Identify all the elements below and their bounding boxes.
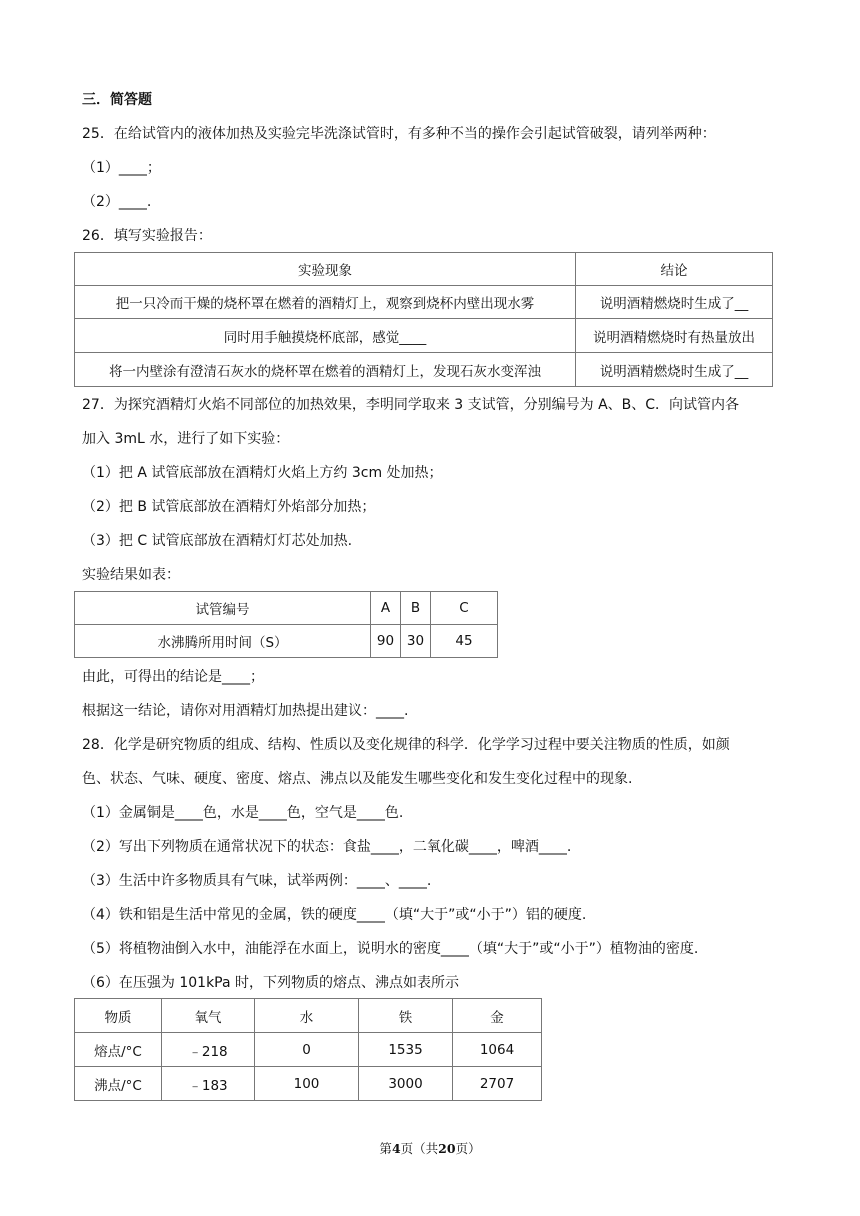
- q27-header-tube: 试管编号: [75, 592, 371, 625]
- q28-header-water: 水: [255, 999, 359, 1033]
- q28-part-2: （2）写出下列物质在通常状况下的状态：食盐____，二氧化碳____，啤酒____.: [82, 839, 572, 855]
- q26-row3-phenomenon: 将一内壁涂有澄清石灰水的烧杯罩在燃着的酒精灯上，发现石灰水变浑浊: [75, 353, 576, 387]
- q25-answer-1: （1）____；: [82, 160, 161, 176]
- q26-row2-phenomenon: 同时用手触摸烧杯底部，感觉____: [75, 319, 576, 353]
- q28-header-gold: 金: [453, 999, 542, 1033]
- q27-value-a: 90: [371, 625, 401, 658]
- q28-melting-water: 0: [255, 1033, 359, 1067]
- footer-total-pages: 20: [438, 1141, 456, 1156]
- q28-melting-iron: 1535: [359, 1033, 453, 1067]
- q27-value-c: 45: [431, 625, 498, 658]
- q27-step-2: （2）把 B 试管底部放在酒精灯外焰部分加热；: [82, 499, 376, 515]
- q28-header-iron: 铁: [359, 999, 453, 1033]
- q26-row1-conclusion: 说明酒精燃烧时生成了__: [576, 286, 773, 319]
- footer-page-number: 4: [391, 1141, 401, 1156]
- q27-header-a: A: [371, 592, 401, 625]
- q28-boiling-oxygen: ﹣183: [162, 1067, 255, 1101]
- q27-stem-line2: 加入 3mL 水，进行了如下实验：: [82, 431, 290, 447]
- q28-boiling-water: 100: [255, 1067, 359, 1101]
- q28-melting-label: 熔点/°C: [75, 1033, 162, 1067]
- q26-header-phenomenon: 实验现象: [75, 253, 576, 286]
- q28-part-3: （3）生活中许多物质具有气味，试举两例：____、____.: [82, 873, 432, 889]
- q27-header-b: B: [401, 592, 431, 625]
- q27-conclusion: 由此，可得出的结论是____；: [82, 669, 264, 685]
- q27-row-label: 水沸腾所用时间（S）: [75, 625, 371, 658]
- q25-stem: 25．在给试管内的液体加热及实验完毕洗涤试管时，有多种不当的操作会引起试管破裂，请列举两种：: [82, 126, 716, 142]
- q28-melting-boiling-table: [74, 998, 542, 1101]
- q27-step-3: （3）把 C 试管底部放在酒精灯灯芯处加热.: [82, 533, 353, 549]
- footer-prefix: 第: [379, 1141, 392, 1156]
- q28-boiling-label: 沸点/°C: [75, 1067, 162, 1101]
- q27-stem-line1: 27．为探究酒精灯火焰不同部位的加热效果，李明同学取来 3 支试管，分别编号为 A、B、C．向试管内各: [82, 397, 740, 413]
- q27-value-b: 30: [401, 625, 431, 658]
- q25-answer-2: （2）____.: [82, 194, 152, 210]
- section-title: 三．简答题: [82, 92, 152, 108]
- q28-stem-line2: 色、状态、气味、硬度、密度、熔点、沸点以及能发生哪些变化和发生变化过程中的现象.: [82, 771, 633, 787]
- page-footer: [0, 1139, 860, 1157]
- q26-report-table: [74, 252, 773, 387]
- q27-result-intro: 实验结果如表：: [82, 567, 180, 583]
- q28-melting-oxygen: ﹣218: [162, 1033, 255, 1067]
- q28-part-5: （5）将植物油倒入水中，油能浮在水面上，说明水的密度____（填“大于”或“小于”）植物油的密度.: [82, 941, 699, 957]
- q28-boiling-iron: 3000: [359, 1067, 453, 1101]
- q26-row3-conclusion: 说明酒精燃烧时生成了__: [576, 353, 773, 387]
- q26-row1-phenomenon: 把一只冷而干燥的烧杯罩在燃着的酒精灯上，观察到烧杯内壁出现水雾: [75, 286, 576, 319]
- q28-part-1: （1）金属铜是____色，水是____色，空气是____色.: [82, 805, 404, 821]
- q27-header-c: C: [431, 592, 498, 625]
- footer-suffix: 页）: [455, 1141, 481, 1156]
- q28-header-oxygen: 氧气: [162, 999, 255, 1033]
- q28-header-substance: 物质: [75, 999, 162, 1033]
- q26-header-conclusion: 结论: [576, 253, 773, 286]
- q26-row2-conclusion: 说明酒精燃烧时有热量放出: [576, 319, 773, 353]
- q27-result-table: [74, 591, 498, 658]
- q28-stem-line1: 28．化学是研究物质的组成、结构、性质以及变化规律的科学．化学学习过程中要关注物质的性质，如颜: [82, 737, 730, 753]
- q28-part-4: （4）铁和铝是生活中常见的金属，铁的硬度____（填“大于”或“小于”）铝的硬度.: [82, 907, 587, 923]
- q28-part-6: （6）在压强为 101kPa 时，下列物质的熔点、沸点如表所示: [82, 975, 460, 991]
- q28-boiling-gold: 2707: [453, 1067, 542, 1101]
- q28-melting-gold: 1064: [453, 1033, 542, 1067]
- q27-step-1: （1）把 A 试管底部放在酒精灯火焰上方约 3cm 处加热；: [82, 465, 443, 481]
- q27-suggestion: 根据这一结论，请你对用酒精灯加热提出建议：____.: [82, 703, 409, 719]
- q26-stem: 26．填写实验报告：: [82, 228, 212, 244]
- footer-mid: 页（共: [400, 1141, 439, 1156]
